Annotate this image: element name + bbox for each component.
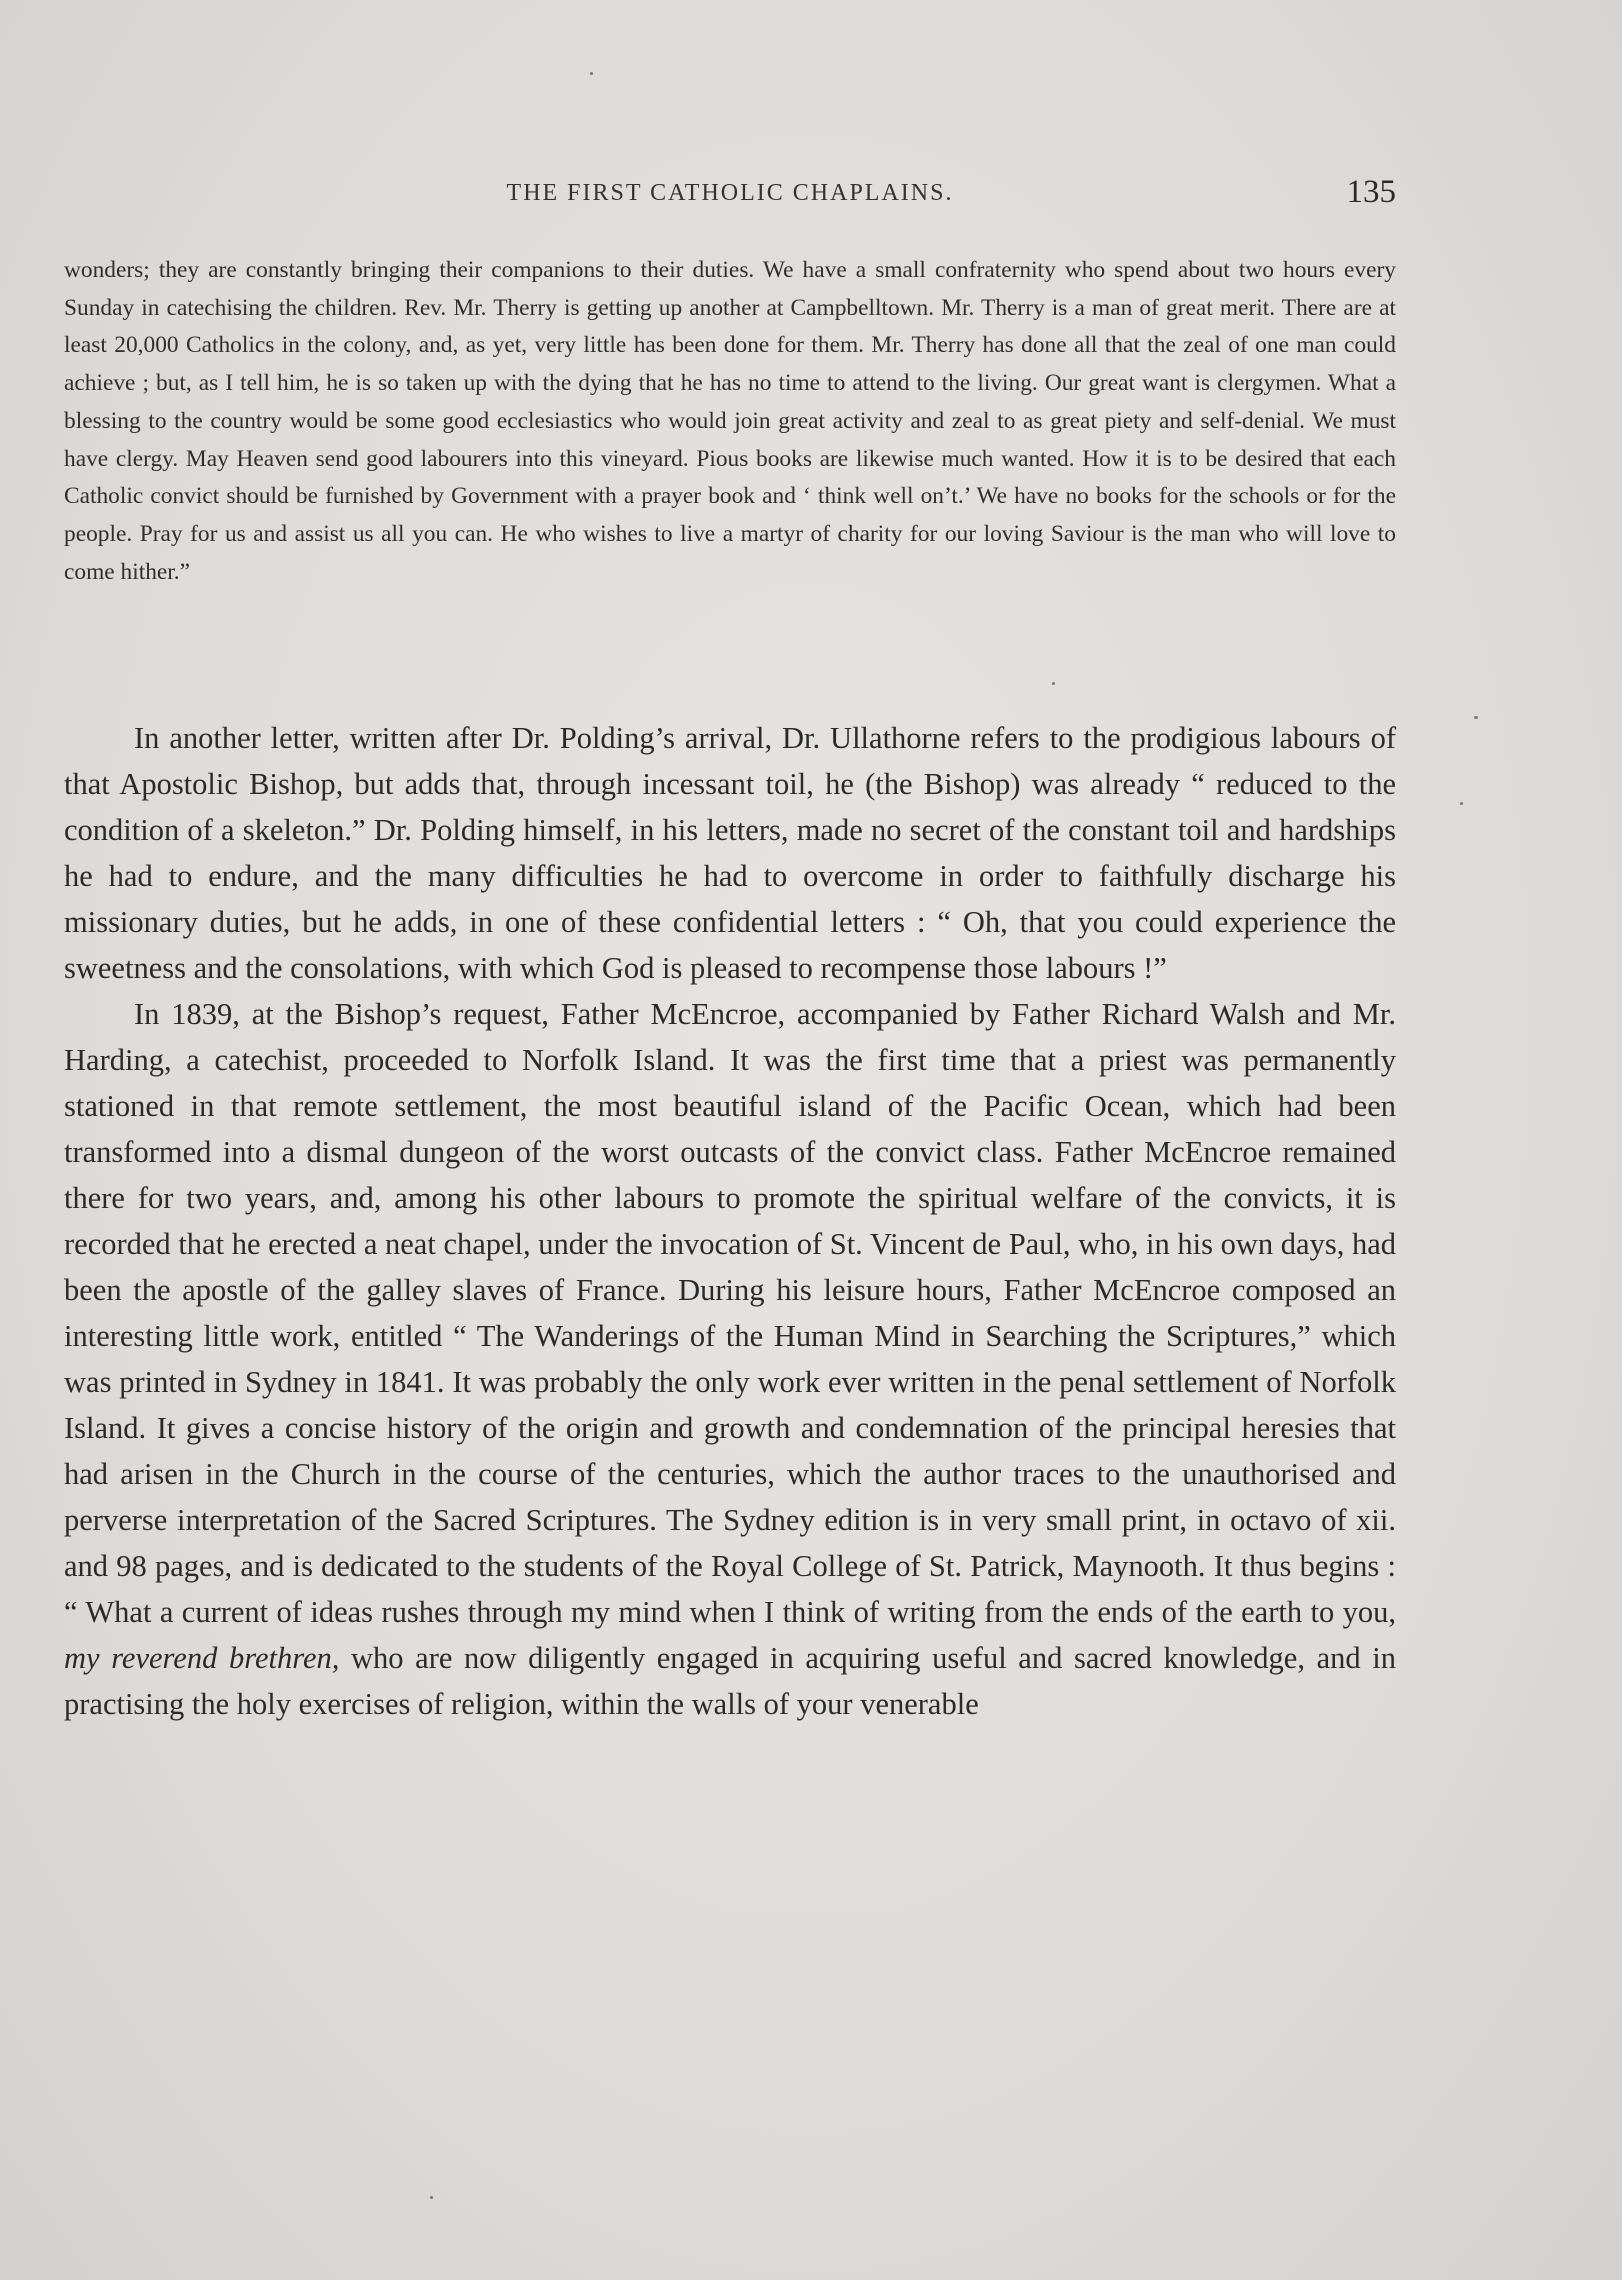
- paragraph-norfolk-island-continuation: who are now diligently engaged in acquiring useful and sacred knowledge, and in practising the holy exercises of religion, within the walls of your venerable: [64, 1641, 1396, 1721]
- paper-speck: [430, 2196, 433, 2199]
- paragraph-polding-letters: In another letter, written after Dr. Polding’s arrival, Dr. Ullathorne refers to the prodigious labours of that Apostolic Bishop, but adds that, through incessant toil, he (the Bishop) was already “ reduced to the condition of a skeleton.” Dr. Polding himself, in his letters, made no secret of the constant toil and hardships he had to endure, and the many difficulties he had to overcome in order to faithfully discharge his missionary duties, but he adds, in one of these confidential letters : “ Oh, that you could experience the sweetness and the consolations, with which God is pleased to recompense those labours !”: [64, 721, 1396, 985]
- italic-reverend-brethren: my reverend brethren,: [64, 1641, 340, 1675]
- paper-speck: [1460, 802, 1463, 805]
- quoted-letter-text: wonders; they are constantly bringing their companions to their duties. We have a small confraternity who spend about two hours every Sunday in catechising the children. Rev. Mr. Therry is getting up another at Campbelltown. Mr. Therry is a man of great merit. There are at least 20,000 Catholics in the colony, and, as yet, very little has been done for them. Mr. Therry has done all that the zeal of one man could achieve ; but, as I tell him, he is so taken up with the dying that he has no time to attend to the living. Our great want is clergymen. What a blessing to the country would be some good ecclesiastics who would join great activity and zeal to as great piety and self-denial. We must have clergy. May Heaven send good labourers into this vineyard. Pious books are likewise much wanted. How it is to be desired that each Catholic convict should be furnished by Government with a prayer book and ‘ think well on’t.’ We have no books for the schools or for the people. Pray for us and assist us all you can. He who wishes to live a martyr of charity for our loving Saviour is the man who will love to come hither.”: [64, 257, 1396, 585]
- paragraph-norfolk-island-text: In 1839, at the Bishop’s request, Father McEncroe, accompanied by Father Richard Walsh and Mr. Harding, a catechist, proceeded to Norfolk Island. It was the first time that a priest was permanently stationed in that remote settlement, the most beautiful island of the Pacific Ocean, which had been transformed into a dismal dungeon of the worst outcasts of the convict class. Father McEncroe remained there for two years, and, among his other labours to promote the spiritual welfare of the convicts, it is recorded that he erected a neat chapel, under the invocation of St. Vincent de Paul, who, in his own days, had been the apostle of the galley slaves of France. During his leisure hours, Father McEncroe composed an interesting little work, entitled “ The Wanderings of the Human Mind in Searching the Scriptures,” which was printed in Sydney in 1841. It was probably the only work ever written in the penal settlement of Norfolk Island. It gives a concise history of the origin and growth and condemnation of the principal heresies that had arisen in the Church in the course of the centuries, which the author traces to the unauthorised and perverse interpretation of the Sacred Scriptures. The Sydney edition is in very small print, in octavo of xii. and 98 pages, and is dedicated to the students of the Royal College of St. Patrick, Maynooth. It thus begins : “ What a current of ideas rushes through my mind when I think of writing from the ends of the earth to you,: [64, 997, 1396, 1629]
- body-text: [64, 715, 1396, 1727]
- paper-speck: [1474, 716, 1478, 719]
- page-header: [64, 174, 1396, 218]
- paper-speck: [590, 72, 593, 75]
- page-number: 135: [1346, 174, 1396, 210]
- quoted-letter-block: [64, 252, 1396, 591]
- paragraph-norfolk-island: [64, 991, 1396, 1727]
- running-title: THE FIRST CATHOLIC CHAPLAINS.: [506, 180, 954, 206]
- paper-speck: [1052, 682, 1055, 685]
